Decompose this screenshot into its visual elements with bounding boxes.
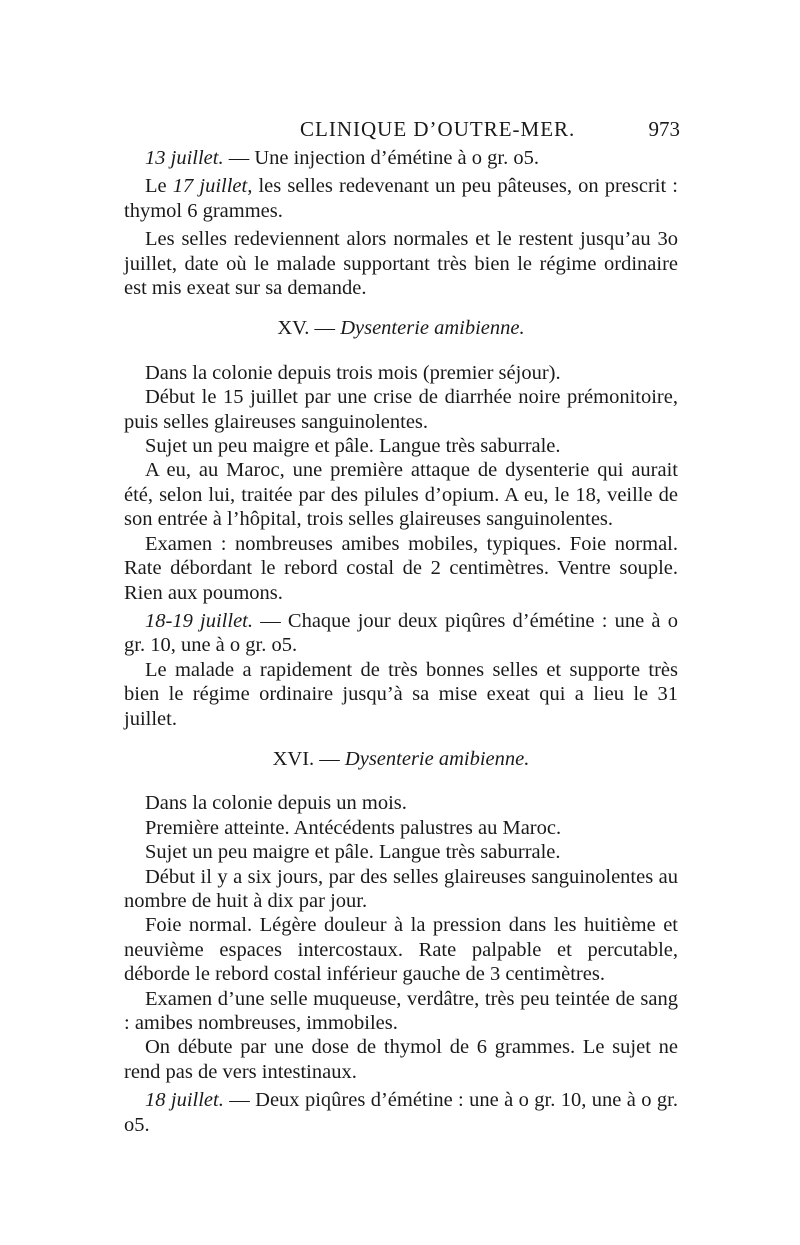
paragraph-evolution: Le malade a rapidement de très bonnes selles et supporte très bien le régime ordinaire jusqu’à sa mise exeat qui a lieu le 31 juillet. [124, 658, 678, 730]
paragraph-sujet-2: Sujet un peu maigre et pâle. Langue très saburrale. [145, 841, 561, 864]
paragraph-text: les selles redevenant un peu pâteuses, on prescrit : thymol 6 grammes. [124, 175, 678, 222]
date-13-juillet: 13 juillet. [145, 147, 224, 169]
date-18-juillet: 18 juillet. [145, 1089, 224, 1112]
paragraph-colonie-mois: Dans la colonie depuis un mois. [145, 792, 407, 815]
paragraph-lead: Le [145, 175, 173, 198]
section-number: XV. — [277, 317, 341, 340]
paragraph-colonie: Dans la colonie depuis trois mois (premier séjour). [145, 361, 561, 384]
body-text [124, 146, 678, 1137]
page-number: 973 [648, 117, 680, 141]
section-title: Dysenterie amibienne. [340, 317, 525, 340]
paragraph-18-juillet [124, 1088, 678, 1137]
paragraph-examen-selle: Examen d’une selle muqueuse, verdâtre, très peu teintée de sang : amibes nombreuses, immobiles. [124, 987, 678, 1034]
section-heading-xv [124, 316, 678, 340]
running-title: CLINIQUE D’OUTRE-MER. [300, 117, 576, 141]
paragraph-foie: Foie normal. Légère douleur à la pression dans les huitième et neuvième espaces intercostaux. Rate palpable et percutable, déborde le rebord costal inférieur gauche de 3 centimètres. [124, 914, 678, 986]
running-header [124, 116, 680, 142]
paragraph-sujet: Sujet un peu maigre et pâle. Langue très saburrale. [145, 435, 561, 458]
paragraph-examen: Examen : nombreuses amibes mobiles, typiques. Foie normal. Rate débordant le rebord costal de 2 centimètres. Ventre souple. Rien aux poumons. [124, 532, 678, 604]
section-heading-xvi [124, 747, 678, 771]
paragraph-text: — Deux piqûres d’émétine : une à o gr. 10, une à o gr. o5. [124, 1089, 678, 1136]
paragraph-thymol: On débute par une dose de thymol de 6 grammes. Le sujet ne rend pas de vers intestinaux. [124, 1036, 678, 1083]
paragraph-18-19-juillet [124, 609, 678, 658]
date-18-19-juillet: 18-19 juillet. [145, 609, 253, 632]
paragraph-debut: Début le 15 juillet par une crise de diarrhée noire prémonitoire, puis selles glaireuses sanguinolentes. [124, 386, 678, 433]
paragraph-debut-2: Début il y a six jours, par des selles glaireuses sanguinolentes au nombre de huit à dix par jour. [124, 865, 678, 912]
paragraph-premiere-atteinte: Première atteinte. Antécédents palustres au Maroc. [145, 816, 562, 839]
date-17-juillet: 17 juillet, [172, 175, 253, 198]
paragraph-13-juillet [124, 146, 678, 170]
paragraph-17-juillet [124, 174, 678, 223]
paragraph-maroc: A eu, au Maroc, une première attaque de dysenterie qui aurait été, selon lui, traitée par des pilules d’opium. A eu, le 18, veille de son entrée à l’hôpital, trois selles glaireuses sanguinolentes. [124, 459, 678, 531]
paragraph-exeat: Les selles redeviennent alors normales et le restent jusqu’au 3o juillet, date où le malade supportant très bien le régime ordinaire est mis exeat sur sa demande. [124, 228, 678, 300]
section-title: Dysenterie amibienne. [344, 747, 530, 770]
paragraph-text: — Une injection d’émétine à o gr. o5. [223, 147, 539, 169]
paragraph-text: — Chaque jour deux piqûres d’émétine : une à o gr. 10, une à o gr. o5. [124, 609, 678, 657]
section-number: XVI. — [272, 747, 345, 770]
